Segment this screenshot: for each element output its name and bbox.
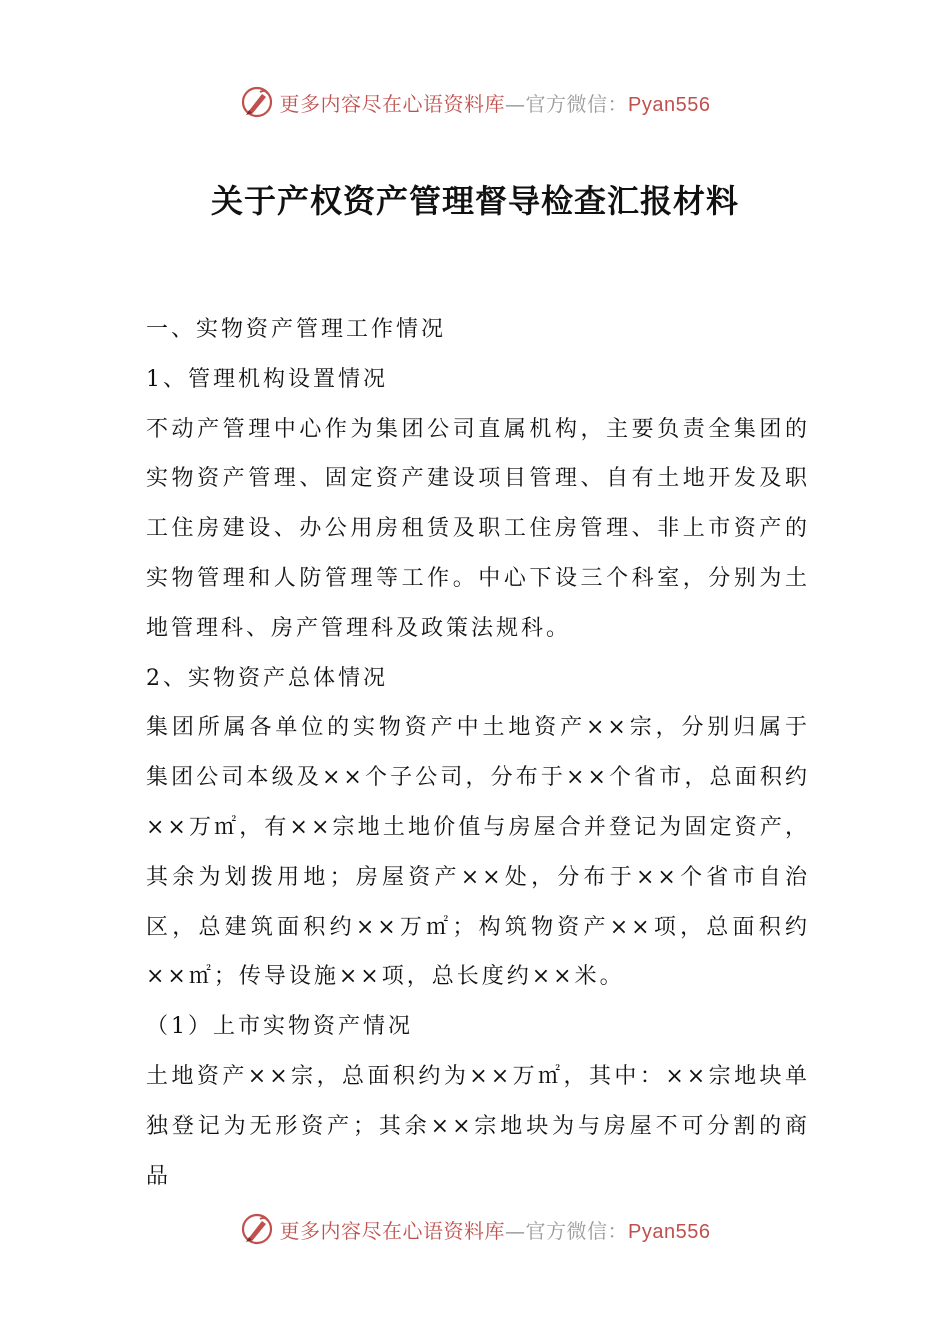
subsection-heading-1: 1、管理机构设置情况 [146, 366, 388, 392]
paragraph-listed-assets: 土地资产××宗，总面积约为××万㎡，其中：××宗地块单独登记为无形资产；其余××宗地块为与房屋不可分割的商品 [146, 1063, 810, 1189]
banner-main-text: 更多内容尽在心语资料库 [279, 1218, 506, 1243]
document-body [146, 305, 810, 1201]
document-title: 关于产权资产管理督导检查汇报材料 [210, 182, 739, 220]
header-watermark-banner [0, 80, 950, 124]
banner-dash: — [505, 91, 526, 116]
section-heading-1: 一、实物资产管理工作情况 [146, 317, 447, 342]
paragraph-organization: 不动产管理中心作为集团公司直属机构，主要负责全集团的实物资产管理、固定资产建设项目管理、自有土地开发及职工住房建设、办公用房租赁及职工住房管理、非上市资产的实物管理和人防管理等工作。中心下设三个科室，分别为土地管理科、房产管理科及政策法规科。 [146, 416, 810, 641]
banner-account: Pyan556 [628, 93, 711, 116]
footer-watermark-banner [0, 1207, 950, 1251]
banner-dash: — [505, 1218, 526, 1243]
banner-account: Pyan556 [628, 1220, 711, 1243]
pen-logo-icon [240, 85, 274, 119]
banner-text [280, 88, 711, 117]
pen-logo-icon [240, 1212, 274, 1246]
paragraph-overall-assets: 集团所属各单位的实物资产中土地资产××宗，分别归属于集团公司本级及××个子公司，分布于××个省市，总面积约××万㎡，有××宗地土地价值与房屋合并登记为固定资产，其余为划拨用地；房屋资产××处，分布于××个省市自治区，总建筑面积约××万㎡；构筑物资产××项，总面积约××㎡；传导设施××项，总长度约××米。 [146, 715, 810, 990]
subsection-heading-2: 2、实物资产总体情况 [146, 665, 388, 691]
banner-main-text: 更多内容尽在心语资料库 [279, 91, 506, 116]
banner-wechat-label: 官方微信： [525, 1218, 629, 1243]
banner-wechat-label: 官方微信： [525, 91, 629, 116]
banner-text [280, 1215, 711, 1244]
subsubsection-heading-1: （1）上市实物资产情况 [146, 1014, 413, 1040]
